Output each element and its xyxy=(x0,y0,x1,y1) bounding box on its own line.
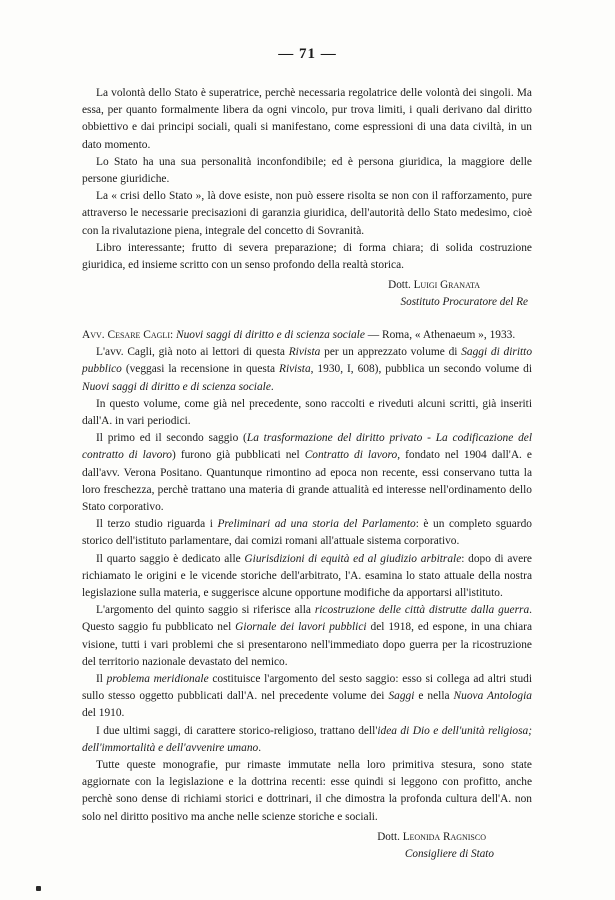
review2-signature-role: Consigliere di Stato xyxy=(404,847,494,860)
review1-signature-role: Sostituto Procuratore del Re xyxy=(400,296,528,309)
review1-signature-name: Dott. Luigi Granata xyxy=(388,279,480,292)
review2-paragraph-3: Il primo ed il secondo saggio (La trasformazione del diritto privato - La codificazione del contratto di lavoro) furono già pubblicati nel Contratto di lavoro, fondato nel 1904 dall'A. e dall'avv. Verona Positano. Quantunque rimontino ad epoca non recente, essi conservano tutta la loro freschezza, perchè trattano una materia di grande attualità ed interesse nell'ordinamento dello Stato corporativo. xyxy=(82,432,532,514)
review1-paragraph-4: Libro interessante; frutto di severa preparazione; di forma chiara; di solida costruzione giuridica, ed insieme scritto con un senso profondo della realtà storica. xyxy=(82,241,532,272)
review2-paragraph-7: Il problema meridionale costituisce l'argomento del sesto saggio: esso si collega ad altri studi sullo stesso oggetto pubblicati dall'A. nel precedente volume dei Saggi e nella Nuova Antologia del 1910. xyxy=(82,673,532,720)
review2-signature-name: Dott. Leonida Ragnisco xyxy=(377,830,486,843)
review1-signature xyxy=(82,277,532,311)
review-granata xyxy=(82,85,532,311)
review1-paragraph-1: La volontà dello Stato è superatrice, perchè necessaria regolatrice delle volontà dei singoli. Ma essa, per quanto formalmente libera da ogni vincolo, pur trova limiti, i quali derivano dal diritto obbiettivo e dai principi sociali, quali si manifestano, come espressioni di una data civiltà, in un dato momento. xyxy=(82,87,532,151)
review2-paragraph-9: Tutte queste monografie, pur rimaste immutate nella loro primitiva stesura, sono state aggiornate con la legislazione e la dottrina recenti: esse quindi si leggono con profitto, anche perchè sono dense di richiami storici e dottrinari, il che dimostra la profonda cultura dell'A. non solo nel diritto positivo ma anche nelle scienze storiche e sociali. xyxy=(82,759,532,823)
scan-mark xyxy=(36,886,41,891)
review2-paragraph-4: Il terzo studio riguarda i Preliminari ad una storia del Parlamento: è un completo sguardo storico dell'istituto parlamentare, dai comizi romani all'attuale sistema corporativo. xyxy=(82,518,532,548)
review2-paragraph-5: Il quarto saggio è dedicato alle Giurisdizioni di equità ed al giudizio arbitrale: dopo di avere richiamato le origini e le vicende storiche dell'arbitrato, l'A. esamina lo stato attuale della nostra legislazione sulla materia, e suggerisce alcune opportune modifiche da apportarsi all'istituto. xyxy=(82,552,532,600)
review1-paragraph-3: La « crisi dello Stato », là dove esiste, non può essere risolta se non con il rafforzamento, pure attraverso le necessarie precisazioni di garanzia giuridica, dell'autorità dello Stato medesimo, cioè con la rivalutazione piena, integrale del concetto di Sovranità. xyxy=(82,190,532,237)
review2-signature xyxy=(82,829,532,863)
review-cagli xyxy=(82,327,532,863)
page-number: — 71 — xyxy=(278,46,337,62)
review2-paragraph-1: L'avv. Cagli, già noto ai lettori di questa Rivista per un apprezzato volume di Saggi di diritto pubblico (veggasi la recensione in questa Rivista, 1930, I, 608), pubblica un secondo volume di Nuovi saggi di diritto e di scienza sociale. xyxy=(82,346,533,393)
review2-paragraph-2: In questo volume, come già nel precedente, sono raccolti e riveduti alcuni scritti, già inseriti dall'A. in vari periodici. xyxy=(82,397,532,428)
book-title: Nuovi saggi di diritto e di scienza sociale xyxy=(176,329,365,341)
review1-paragraph-2: Lo Stato ha una sua personalità inconfondibile; ed è persona giuridica, la maggiore delle persone giuridiche. xyxy=(82,155,532,186)
review2-paragraph-6: L'argomento del quinto saggio si riferisce alla ricostruzione delle città distrutte dalla guerra. Questo saggio fu pubblicato nel Giornale dei lavori pubblici del 1918, ed espone, in una chiara visione, tutti i vari problemi che si presentarono nell'immediato dopo guerra per la ricostruzione del territorio nazionale devastato del nemico. xyxy=(82,604,533,668)
review2-heading: Avv. Cesare Cagli: Nuovi saggi di diritto e di scienza sociale — Roma, « Athenaeum », 1933. xyxy=(82,329,516,341)
review2-paragraph-8: I due ultimi saggi, di carattere storico-religioso, trattano dell'idea di Dio e dell'unità religiosa; dell'immortalità e dell'avvenire umano. xyxy=(82,724,533,754)
